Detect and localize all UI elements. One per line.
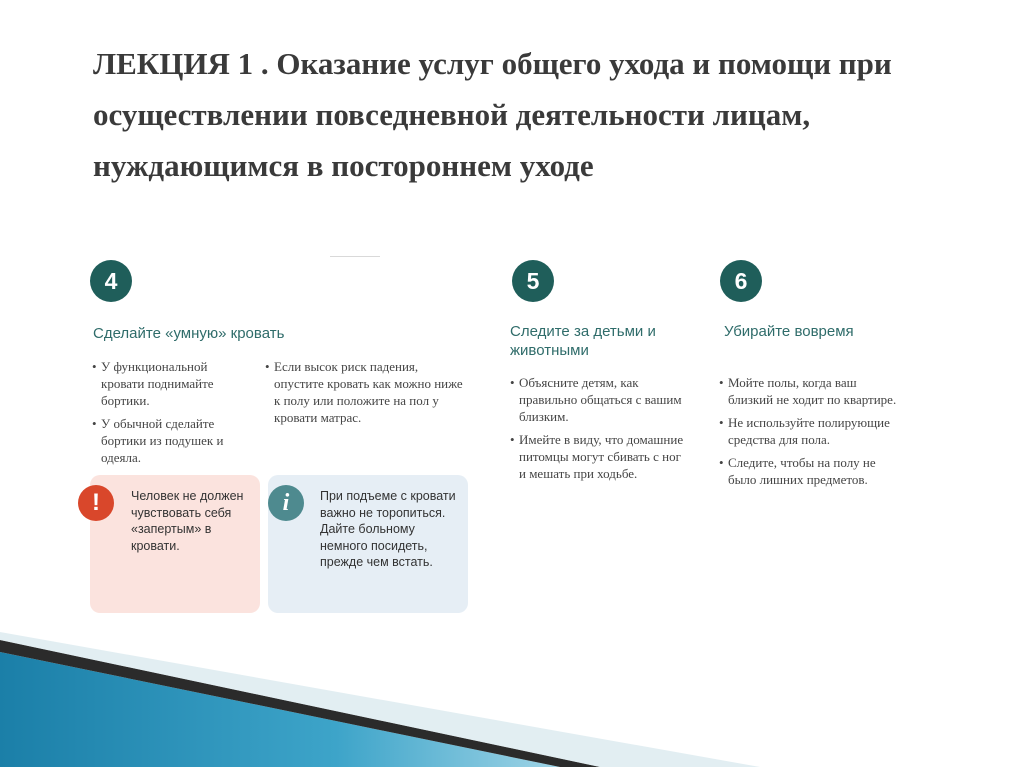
step-4-heading: Сделайте «умную» кровать <box>93 325 285 342</box>
divider <box>330 256 380 257</box>
list-item: • Мойте полы, когда ваш близкий не ходит по квартире. <box>719 374 899 408</box>
list-item: • Если высок риск падения, опустите кровать как можно ниже к полу или положите на пол у кровати матрас. <box>265 358 470 426</box>
step-5-bullets <box>510 374 685 488</box>
step-4-bullets-left <box>92 358 254 472</box>
exclamation-icon: ! <box>78 485 114 521</box>
list-item: • У функциональной кровати поднимайте бортики. <box>92 358 254 409</box>
step-6-bullets <box>719 374 899 494</box>
step-badge-5: 5 <box>512 260 554 302</box>
step-4-bullets-right <box>265 358 470 432</box>
step-badge-4: 4 <box>90 260 132 302</box>
slide-title: ЛЕКЦИЯ 1 . Оказание услуг общего ухода и помощи при осуществлении повседневной деятельности лицам, нуждающимся в постороннем уходе <box>93 46 892 183</box>
step-6-heading: Убирайте вовремя <box>724 323 854 340</box>
list-item: • Объясните детям, как правильно общаться с вашим близким. <box>510 374 685 425</box>
step-5-heading: Следите за детьми и животными <box>510 323 656 359</box>
list-item: • Следите, чтобы на полу не было лишних предметов. <box>719 454 899 488</box>
list-item: • Не используйте полирующие средства для пола. <box>719 414 899 448</box>
list-item: • Имейте в виду, что домашние питомцы могут сбивать с ног и мешать при ходьбе. <box>510 431 685 482</box>
info-card-text: При подъеме с кровати важно не торопиться. Дайте больному немного посидеть, прежде чем встать. <box>320 489 456 569</box>
step-badge-6: 6 <box>720 260 762 302</box>
info-icon: i <box>268 485 304 521</box>
warning-card-text: Человек не должен чувствовать себя «запертым» в кровати. <box>131 489 244 553</box>
list-item: • У обычной сделайте бортики из подушек и одеяла. <box>92 415 254 466</box>
